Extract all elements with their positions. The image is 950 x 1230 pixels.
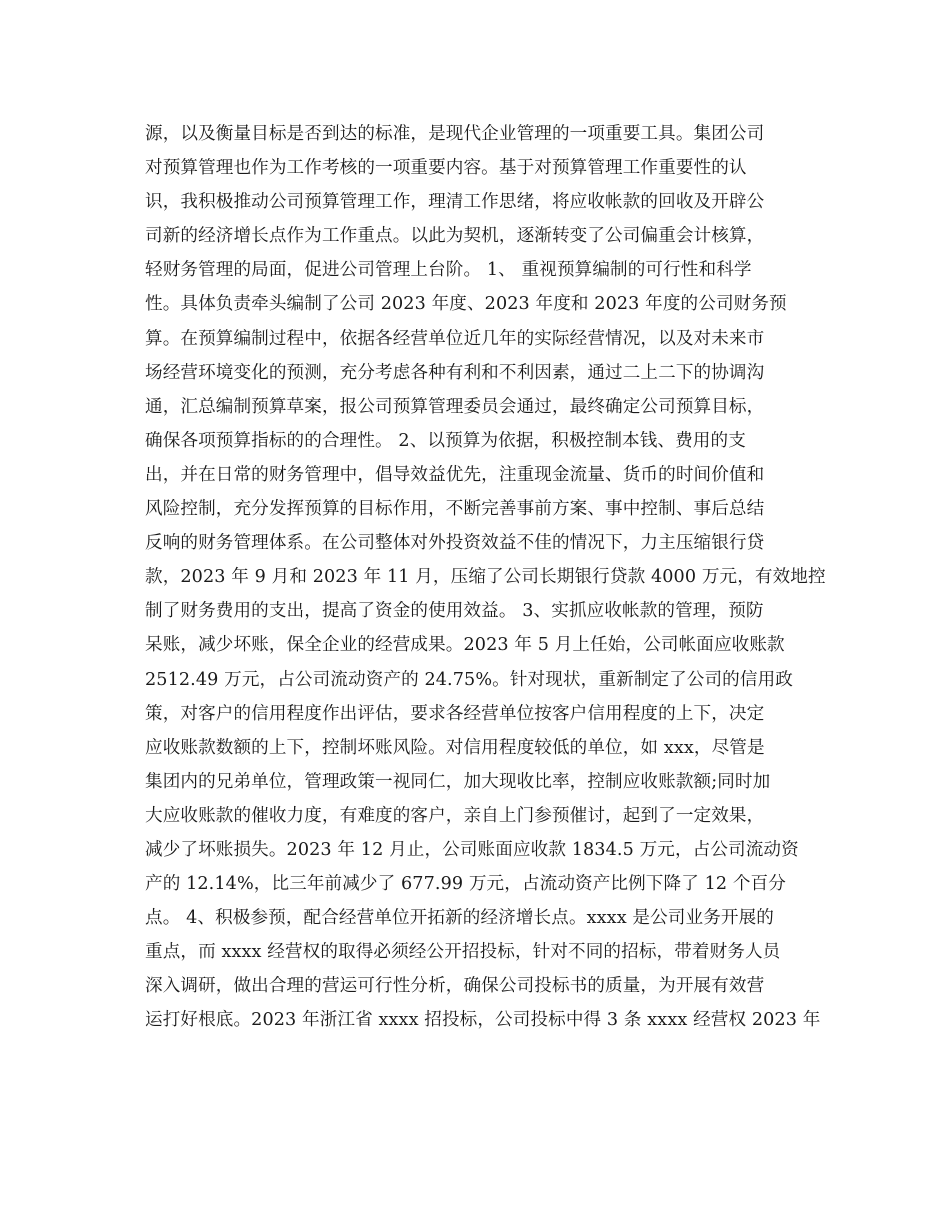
text-line: 款，2023 年 9 月和 2023 年 11 月，压缩了公司长期银行贷款 4000 万元，有效地控: [145, 567, 826, 588]
text-line: 司新的经济增长点作为工作重点。以此为契机，逐渐转变了公司偏重会计核算，: [145, 226, 765, 247]
body-text: [145, 117, 826, 1038]
text-line: 反响的财务管理体系。在公司整体对外投资效益不佳的情况下，力主压缩银行贷: [145, 533, 765, 554]
text-line: 2512.49 万元，占公司流动资产的 24.75%。针对现状，重新制定了公司的信用政: [145, 669, 793, 690]
text-line: 风险控制，充分发挥预算的目标作用，不断完善事前方案、事中控制、事后总结: [145, 499, 765, 520]
text-line: 确保各项预算指标的的合理性。 2、以预算为依据，积极控制本钱、费用的支: [145, 430, 746, 451]
text-line: 识，我积极推动公司预算管理工作，理清工作思绪，将应收帐款的回收及开辟公: [145, 192, 765, 213]
text-line: 重点，而 xxxx 经营权的取得必须经公开招投标，针对不同的招标，带着财务人员: [145, 942, 781, 963]
text-line: 场经营环境变化的预测，充分考虑各种有利和不利因素，通过二上二下的协调沟: [145, 362, 765, 383]
text-line: 性。具体负责牵头编制了公司 2023 年度、2023 年度和 2023 年度的公司财务预: [145, 294, 787, 315]
text-line: 运打好根底。2023 年浙江省 xxxx 招投标，公司投标中得 3 条 xxxx 经营权 2023 年: [145, 1010, 821, 1031]
text-line: 源，以及衡量目标是否到达的标准，是现代企业管理的一项重要工具。集团公司: [145, 124, 765, 144]
text-line: 点。 4、积极参预，配合经营单位开拓新的经济增长点。xxxx 是公司业务开展的: [145, 908, 774, 929]
text-line: 出，并在日常的财务管理中，倡导效益优先，注重现金流量、货币的时间价值和: [145, 464, 765, 485]
text-line: 策，对客户的信用程度作出评估，要求各经营单位按客户信用程度的上下，决定: [145, 703, 765, 724]
text-line: 减少了坏账损失。2023 年 12 月止，公司账面应收款 1834.5 万元，占公司流动资: [145, 839, 799, 860]
text-line: 呆账，减少坏账，保全企业的经营成果。2023 年 5 月上任始，公司帐面应收账款: [145, 635, 785, 656]
text-line: 轻财务管理的局面，促进公司管理上台阶。 1、 重视预算编制的可行性和科学: [145, 260, 752, 281]
text-line: 对预算管理也作为工作考核的一项重要内容。基于对预算管理工作重要性的认: [145, 158, 747, 179]
text-line: 集团内的兄弟单位，管理政策一视同仁，加大现收比率，控制应收账款额;同时加: [145, 771, 771, 792]
text-line: 应收账款数额的上下，控制坏账风险。对信用程度较低的单位，如 xxx，尽管是: [145, 737, 765, 758]
text-line: 产的 12.14%，比三年前减少了 677.99 万元，占流动资产比例下降了 12 个百分: [145, 874, 786, 895]
text-line: 算。在预算编制过程中，依据各经营单位近几年的实际经营情况，以及对未来市: [145, 328, 765, 349]
text-line: 大应收账款的催收力度，有难度的客户，亲自上门参预催讨，起到了一定效果，: [145, 805, 765, 826]
text-line: 制了财务费用的支出，提高了资金的使用效益。 3、实抓应收帐款的管理，预防: [145, 601, 764, 622]
text-line: 深入调研，做出合理的营运可行性分析，确保公司投标书的质量，为开展有效营: [145, 976, 765, 997]
text-line: 通，汇总编制预算草案，报公司预算管理委员会通过，最终确定公司预算目标，: [145, 396, 765, 417]
